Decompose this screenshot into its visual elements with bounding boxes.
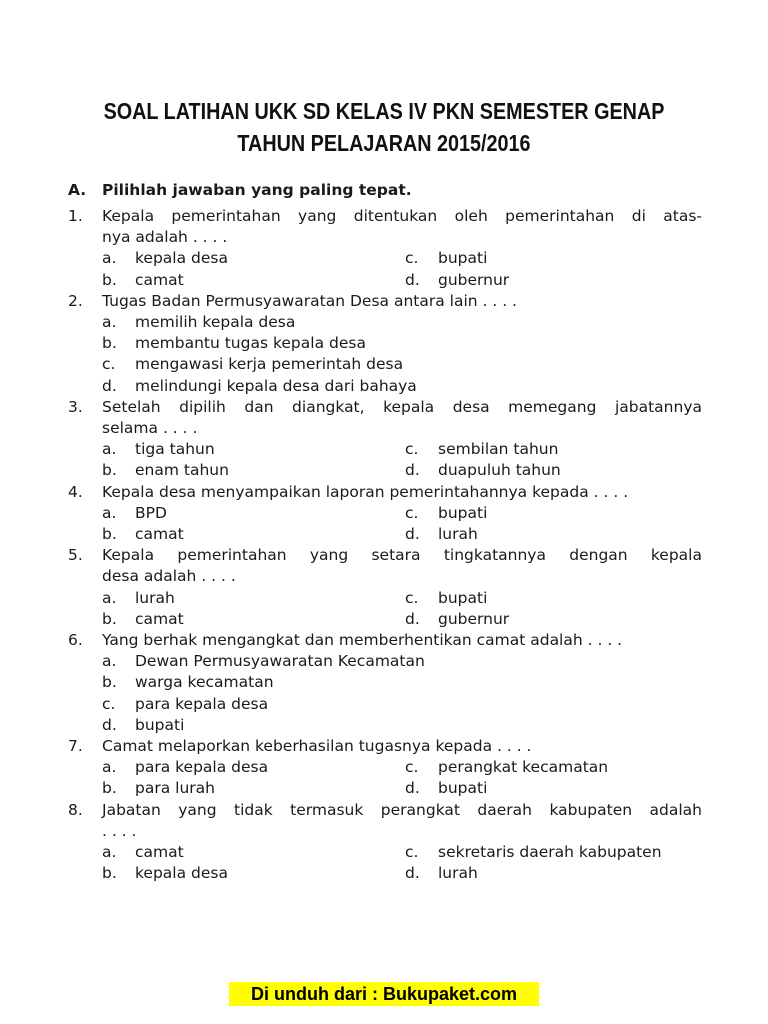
- answer-option: [405, 524, 702, 545]
- answer-option: [102, 524, 405, 545]
- answer-option: [102, 248, 405, 269]
- question-text-line: nya adalah . . . .: [102, 228, 228, 247]
- question-number: 7.: [68, 737, 83, 756]
- answer-option: [102, 439, 405, 460]
- option-letter: d.: [102, 715, 117, 734]
- question-item: [68, 397, 702, 482]
- option-text: gubernur: [438, 270, 510, 289]
- option-letter: c.: [405, 843, 419, 862]
- option-text: membantu tugas kepala desa: [135, 334, 366, 353]
- option-letter: b.: [102, 334, 117, 353]
- option-text: kepala desa: [135, 249, 228, 268]
- answer-option: [102, 270, 405, 291]
- option-letter: b.: [102, 461, 117, 480]
- answer-option: [405, 439, 702, 460]
- question-text: [102, 736, 702, 757]
- option-text: camat: [135, 609, 184, 628]
- question-text-line: desa adalah . . . .: [102, 567, 236, 586]
- answer-option: [405, 863, 702, 884]
- answer-option: [102, 778, 405, 799]
- option-text: mengawasi kerja pemerintah desa: [135, 355, 404, 374]
- question-number: 6.: [68, 631, 83, 650]
- question-text-line: . . . .: [102, 821, 137, 840]
- answer-option: [102, 503, 405, 524]
- question-item: [68, 800, 702, 885]
- option-letter: c.: [405, 440, 419, 459]
- question-item: [68, 736, 702, 800]
- option-text: sembilan tahun: [438, 440, 559, 459]
- page-title-line-2: TAHUN PELAJARAN 2015/2016: [237, 130, 531, 156]
- option-letter: d.: [102, 376, 117, 395]
- answer-option: [102, 694, 702, 715]
- option-text: memilih kepala desa: [135, 313, 296, 332]
- option-text: lurah: [438, 525, 478, 544]
- option-letter: d.: [405, 864, 420, 883]
- option-letter: b.: [102, 779, 117, 798]
- question-text: [102, 545, 702, 587]
- option-text: camat: [135, 270, 184, 289]
- option-letter: d.: [405, 779, 420, 798]
- answer-option: [102, 842, 405, 863]
- source-footer: Di unduh dari : Bukupaket.com: [229, 982, 539, 1006]
- option-letter: a.: [102, 249, 117, 268]
- option-text: bupati: [135, 715, 185, 734]
- answer-option: [102, 333, 702, 354]
- answer-options: [102, 651, 702, 736]
- option-letter: c.: [405, 249, 419, 268]
- answer-option: [102, 651, 702, 672]
- option-text: enam tahun: [135, 461, 229, 480]
- answer-option: [102, 460, 405, 481]
- answer-option: [405, 460, 702, 481]
- answer-options: [102, 248, 702, 290]
- answer-option: [102, 588, 405, 609]
- option-text: tiga tahun: [135, 440, 215, 459]
- option-text: BPD: [135, 503, 167, 522]
- option-letter: d.: [405, 461, 420, 480]
- option-letter: b.: [102, 609, 117, 628]
- question-number: 1.: [68, 207, 83, 225]
- question-item: [68, 630, 702, 736]
- question-item: [68, 206, 702, 291]
- answer-option: [405, 270, 702, 291]
- answer-option: [405, 503, 702, 524]
- question-text: [102, 206, 702, 248]
- question-number: 3.: [68, 397, 83, 416]
- option-letter: d.: [405, 525, 420, 544]
- option-text: bupati: [438, 249, 488, 268]
- question-text-line: Yang berhak mengangkat dan memberhentikan camat adalah . . . .: [102, 631, 623, 650]
- option-letter: b.: [102, 525, 117, 544]
- question-text-line: Kepala pemerintahan yang setara tingkatannya dengan kepala: [102, 546, 702, 565]
- answer-options: [102, 312, 702, 397]
- option-letter: a.: [102, 843, 117, 862]
- answer-option: [102, 609, 405, 630]
- option-letter: a.: [102, 588, 117, 607]
- option-text: warga kecamatan: [135, 673, 274, 692]
- option-text: Dewan Permusyawaratan Kecamatan: [135, 652, 425, 671]
- section-heading: [68, 178, 412, 202]
- question-text-line: selama . . . .: [102, 419, 198, 438]
- answer-options: [102, 439, 702, 481]
- section-instruction: Pilihlah jawaban yang paling tepat.: [102, 181, 412, 199]
- option-text: gubernur: [438, 609, 510, 628]
- question-text: [102, 630, 702, 651]
- option-text: lurah: [438, 864, 478, 883]
- answer-options: [102, 588, 702, 630]
- option-letter: d.: [405, 609, 420, 628]
- question-item: [68, 545, 702, 630]
- question-text-line: Camat melaporkan keberhasilan tugasnya kepada . . . .: [102, 737, 532, 756]
- question-number: 2.: [68, 291, 83, 310]
- answer-option: [405, 778, 702, 799]
- question-text-line: Kepala desa menyampaikan laporan pemerintahannya kepada . . . .: [102, 482, 629, 501]
- option-letter: a.: [102, 652, 117, 671]
- option-text: camat: [135, 525, 184, 544]
- option-letter: c.: [405, 503, 419, 522]
- option-text: melindungi kepala desa dari bahaya: [135, 376, 417, 395]
- option-text: duapuluh tahun: [438, 461, 561, 480]
- answer-option: [102, 863, 405, 884]
- question-text: [102, 800, 702, 842]
- question-text-line: Tugas Badan Permusyawaratan Desa antara lain . . . .: [102, 291, 517, 310]
- question-text: [102, 291, 702, 312]
- option-letter: b.: [102, 673, 117, 692]
- page-title-line-1: SOAL LATIHAN UKK SD KELAS IV PKN SEMESTER GENAP: [103, 98, 665, 124]
- question-item: [68, 482, 702, 546]
- answer-option: [102, 757, 405, 778]
- option-text: camat: [135, 843, 184, 862]
- answer-option: [102, 312, 702, 333]
- answer-option: [405, 588, 702, 609]
- option-letter: c.: [102, 694, 116, 713]
- option-text: perangkat kecamatan: [438, 758, 609, 777]
- option-text: sekretaris daerah kabupaten: [438, 843, 662, 862]
- question-text: [102, 482, 702, 503]
- answer-option: [102, 376, 702, 397]
- answer-option: [405, 248, 702, 269]
- answer-option: [405, 757, 702, 778]
- question-number: 5.: [68, 546, 83, 565]
- option-text: para kepala desa: [135, 694, 269, 713]
- option-text: para kepala desa: [135, 758, 269, 777]
- option-letter: a.: [102, 440, 117, 459]
- option-text: lurah: [135, 588, 175, 607]
- option-letter: c.: [405, 758, 419, 777]
- answer-option: [102, 715, 702, 736]
- option-letter: c.: [405, 588, 419, 607]
- answer-option: [405, 609, 702, 630]
- option-letter: c.: [102, 355, 116, 374]
- option-letter: a.: [102, 503, 117, 522]
- answer-option: [102, 354, 702, 375]
- section-label: A.: [68, 181, 87, 199]
- question-number: 4.: [68, 482, 83, 501]
- question-text-line: Jabatan yang tidak termasuk perangkat daerah kabupaten adalah: [102, 800, 702, 819]
- option-letter: a.: [102, 758, 117, 777]
- question-text-line: Setelah dipilih dan diangkat, kepala desa memegang jabatannya: [102, 397, 702, 416]
- option-text: kepala desa: [135, 864, 228, 883]
- option-letter: d.: [405, 270, 420, 289]
- question-text: [102, 397, 702, 439]
- answer-options: [102, 842, 702, 884]
- answer-options: [102, 503, 702, 545]
- option-text: para lurah: [135, 779, 215, 798]
- option-letter: b.: [102, 864, 117, 883]
- option-text: bupati: [438, 503, 488, 522]
- option-letter: a.: [102, 313, 117, 332]
- question-number: 8.: [68, 800, 83, 819]
- option-letter: b.: [102, 270, 117, 289]
- answer-option: [405, 842, 702, 863]
- answer-options: [102, 757, 702, 799]
- option-text: bupati: [438, 779, 488, 798]
- question-text-line: Kepala pemerintahan yang ditentukan oleh pemerintahan di atas-: [102, 207, 702, 225]
- question-item: [68, 291, 702, 397]
- option-text: bupati: [438, 588, 488, 607]
- question-list: [68, 206, 702, 885]
- answer-option: [102, 672, 702, 693]
